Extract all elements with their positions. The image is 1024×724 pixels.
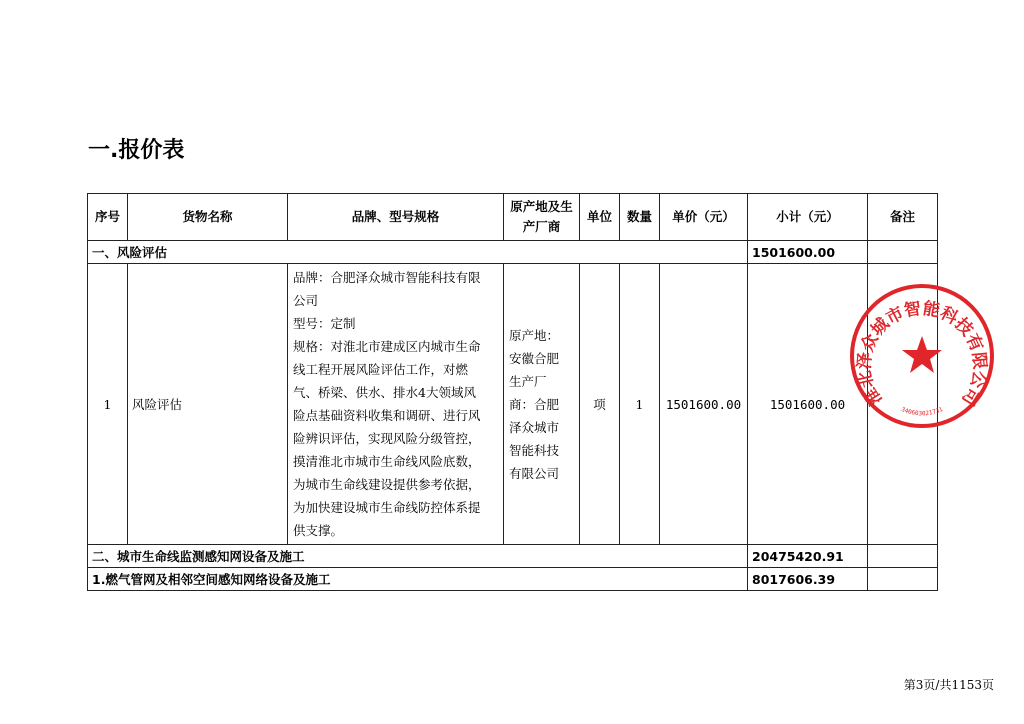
header-remark: 备注: [868, 194, 938, 241]
row-origin: [504, 264, 580, 545]
table-header-row: [88, 194, 938, 241]
spec-line: 险辨识评估，实现风险分级管控，: [293, 431, 481, 446]
page-number: 第3页/共1153页: [903, 678, 994, 692]
spec-line: 线工程开展风险评估工作，对燃: [293, 362, 469, 377]
row-spec: [288, 264, 504, 545]
spec-line: 公司: [293, 293, 319, 308]
header-seq: 序号: [88, 194, 128, 241]
seal-text: 淮北泽众城市智能科技有限公司: [854, 298, 990, 409]
section-label: 二、城市生命线监测感知网设备及施工: [88, 545, 748, 568]
row-price: 1501600.00: [660, 264, 748, 545]
origin-line: 智能科技: [509, 442, 560, 458]
spec-line: 为加快建设城市生命线防控体系提: [293, 500, 481, 515]
company-seal-icon: [848, 282, 996, 430]
row-seq: 1: [88, 264, 128, 545]
header-unit: 单位: [580, 194, 620, 241]
spec-line: 险点基础资料收集和调研、进行风: [293, 408, 481, 423]
header-qty: 数量: [620, 194, 660, 241]
origin-line: 泽众城市: [509, 419, 560, 435]
spec-line: 品牌：合肥泽众城市智能科技有限: [293, 270, 481, 285]
section-row: [88, 568, 938, 591]
page-title: 一.报价表: [88, 138, 185, 163]
section-label: 一、风险评估: [88, 241, 748, 264]
spec-line: 供支撑。: [293, 523, 344, 538]
seal-star-icon: [902, 336, 942, 373]
header-name: 货物名称: [128, 194, 288, 241]
section-subtotal: 20475420.91: [748, 545, 868, 568]
section-remark: [868, 241, 938, 264]
quotation-table: [87, 193, 938, 591]
header-price: 单价（元）: [660, 194, 748, 241]
row-name: 风险评估: [128, 264, 288, 545]
row-subtotal: 1501600.00: [748, 264, 868, 545]
section-remark: [868, 545, 938, 568]
spec-line: 型号：定制: [293, 316, 356, 331]
spec-line: 摸清淮北市城市生命线风险底数，: [293, 454, 481, 469]
spec-line: 为城市生命线建设提供参考依据，: [293, 477, 481, 492]
section-row: [88, 545, 938, 568]
origin-line: 生产厂: [509, 373, 547, 389]
origin-line: 有限公司: [509, 465, 560, 481]
section-remark: [868, 568, 938, 591]
row-qty: 1: [620, 264, 660, 545]
spec-line: 气、桥梁、供水、排水4大领域风: [293, 385, 476, 400]
section-label: 1.燃气管网及相邻空间感知网络设备及施工: [88, 568, 748, 591]
header-subtotal: 小计（元）: [748, 194, 868, 241]
header-origin: [504, 194, 580, 241]
section-row: [88, 241, 938, 264]
header-origin-label: 原产地及生产厂商: [510, 199, 573, 234]
section-subtotal: 8017606.39: [748, 568, 868, 591]
origin-line: 原产地：: [509, 327, 560, 343]
header-spec: 品牌、型号规格: [288, 194, 504, 241]
section-subtotal: 1501600.00: [748, 241, 868, 264]
seal-number: 340603021731: [900, 406, 944, 418]
origin-line: 安徽合肥: [509, 350, 560, 366]
row-unit: 项: [580, 264, 620, 545]
origin-line: 商：合肥: [509, 396, 560, 412]
table-row: [88, 264, 938, 545]
spec-line: 规格：对淮北市建成区内城市生命: [293, 339, 481, 354]
